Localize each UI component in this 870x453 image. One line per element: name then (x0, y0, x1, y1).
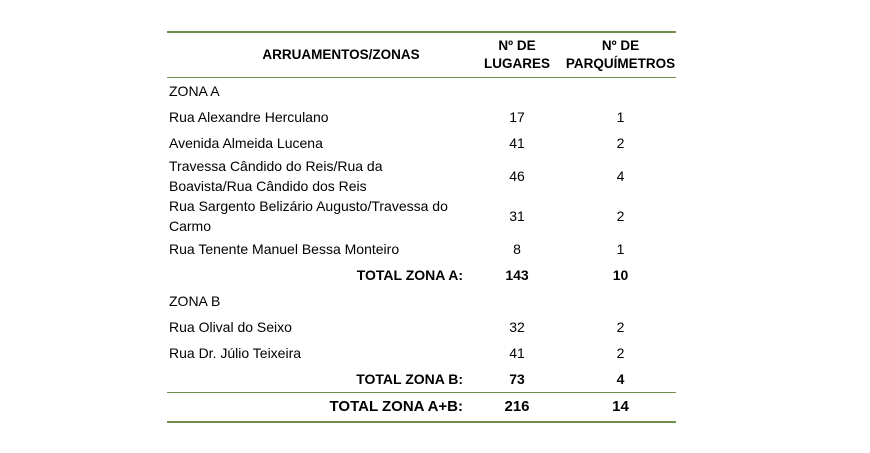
table-row (167, 314, 676, 340)
lugares-value: 8 (513, 241, 521, 257)
parking-table (167, 31, 676, 423)
table-row (167, 104, 676, 130)
table-row (167, 236, 676, 262)
table-row (167, 156, 676, 196)
street-name-line1: Rua Sargento Belizário Augusto/Travessa do (169, 198, 448, 214)
parquimetros-value: 1 (616, 109, 625, 125)
street-name-line2: Carmo (169, 218, 212, 234)
header-lugares-line1: Nº DE (498, 38, 536, 53)
table-row (167, 340, 676, 366)
zone-b-total-row (167, 366, 676, 392)
parquimetros-value: 1 (616, 241, 625, 257)
street-name: Rua Olival do Seixo (169, 319, 292, 335)
header-lugares-line2: LUGARES (483, 56, 550, 71)
table-row (167, 130, 676, 156)
grand-total-label: TOTAL ZONA A+B: (329, 398, 463, 415)
header-lugares (469, 37, 565, 73)
grand-total-row (167, 393, 676, 421)
grand-total-parquimetros: 14 (612, 398, 629, 415)
parquimetros-value: 2 (616, 208, 625, 224)
zone-b-label-row (167, 288, 676, 314)
street-name: Rua Alexandre Herculano (169, 109, 329, 125)
parquimetros-value: 2 (616, 345, 625, 361)
zone-a-label-row (167, 78, 676, 104)
lugares-value: 32 (509, 319, 525, 335)
zone-a-total-row (167, 262, 676, 288)
street-name: Avenida Almeida Lucena (169, 135, 323, 151)
lugares-value: 46 (509, 168, 525, 184)
zone-b-total-lugares: 73 (509, 371, 525, 387)
lugares-value: 31 (509, 208, 525, 224)
street-name-line1: Travessa Cândido do Reis/Rua da (169, 158, 383, 174)
grand-total-lugares: 216 (504, 398, 530, 415)
street-name-line2: Boavista/Rua Cândido dos Reis (169, 178, 367, 194)
parquimetros-value: 2 (616, 135, 625, 151)
zone-a-total-label: TOTAL ZONA A: (356, 267, 463, 283)
header-parquimetros (565, 37, 676, 73)
zone-b-total-label: TOTAL ZONA B: (356, 371, 463, 387)
table-bottom-rule (167, 421, 676, 423)
zone-a-label: ZONA A (169, 83, 220, 99)
parquimetros-value: 2 (616, 319, 625, 335)
header-arruamentos: ARRUAMENTOS/ZONAS (262, 47, 420, 62)
zone-a-total-lugares: 143 (505, 267, 529, 283)
zone-a-total-parquimetros: 10 (612, 267, 629, 283)
header-parquimetros-line2: PARQUÍMETROS (565, 56, 676, 71)
zone-b-total-parquimetros: 4 (616, 371, 625, 387)
lugares-value: 17 (509, 109, 525, 125)
street-name: Rua Dr. Júlio Teixeira (169, 345, 302, 361)
street-name (167, 196, 469, 236)
table-row (167, 196, 676, 236)
table-header-row (167, 33, 676, 77)
lugares-value: 41 (509, 345, 525, 361)
lugares-value: 41 (509, 135, 525, 151)
zone-b-label: ZONA B (169, 293, 221, 309)
street-name: Rua Tenente Manuel Bessa Monteiro (169, 241, 400, 257)
header-parquimetros-line1: Nº DE (601, 38, 640, 53)
parquimetros-value: 4 (616, 168, 625, 184)
street-name (167, 156, 469, 196)
